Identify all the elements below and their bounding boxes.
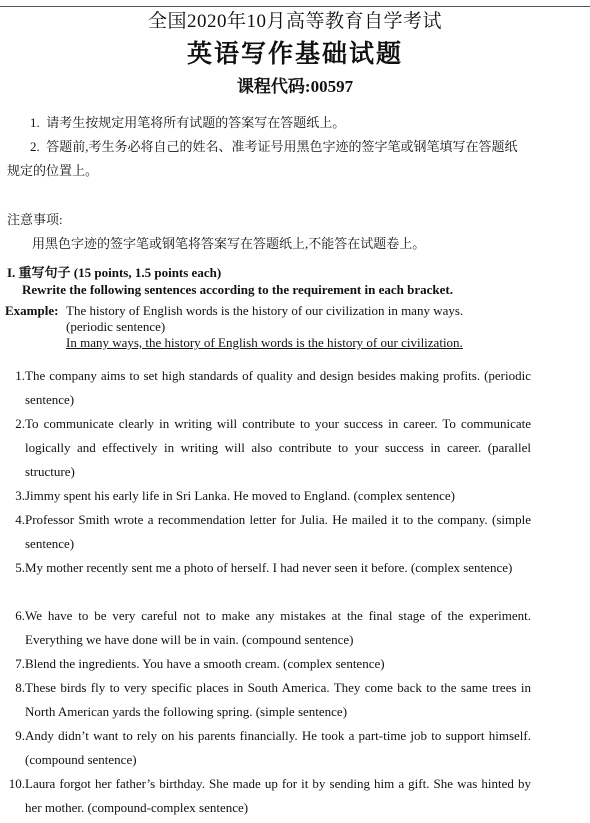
instruction-2: 2. 答题前,考生务必将自己的姓名、准考证号用黑色字迹的签字笔或钢笔填写在答题纸	[30, 139, 518, 154]
question-number: 7.	[15, 656, 25, 671]
question-number: 2.	[15, 416, 25, 431]
question-text: These birds fly to very specific places in South America. They come back to the same trees in North American yards the following spring. (simple sentence)	[25, 680, 531, 719]
question-text: To communicate clearly in writing will contribute to your success in career. To communicate logically and effectively in writing will also contribute to your success in career. (parallel structure)	[25, 416, 531, 479]
question-number: 3.	[15, 488, 25, 503]
question-1	[7, 364, 531, 412]
question-number: 6.	[15, 608, 25, 623]
question-text: Blend the ingredients. You have a smooth cream. (complex sentence)	[25, 656, 385, 671]
question-text: The company aims to set high standards of quality and design besides making profits. (periodic sentence)	[25, 368, 531, 407]
question-number: 10.	[8, 776, 25, 791]
instruction-1: 1. 请考生按规定用笔将所有试题的答案写在答题纸上。	[30, 115, 346, 130]
example-answer: In many ways, the history of English words is the history of our civilization.	[66, 335, 463, 350]
notes-text: 用黑色字迹的签字笔或钢笔将答案写在答题纸上,不能答在试题卷上。	[32, 236, 426, 251]
question-7	[7, 652, 531, 676]
exam-header: 全国2020年10月高等教育自学考试	[147, 11, 442, 32]
question-text: My mother recently sent me a photo of herself. I had never seen it before. (complex sentence)	[25, 560, 513, 575]
question-text: Professor Smith wrote a recommendation letter for Julia. He mailed it to the company. (simple sentence)	[25, 512, 531, 551]
question-number: 9.	[15, 728, 25, 743]
instruction-2-continued: 规定的位置上。	[7, 163, 99, 178]
question-text: Jimmy spent his early life in Sri Lanka. He moved to England. (complex sentence)	[25, 488, 455, 503]
question-3	[7, 484, 531, 508]
section-heading: I. 重写句子 (15 points, 1.5 points each)	[7, 265, 222, 280]
question-6	[7, 604, 531, 652]
notes-title: 注意事项:	[7, 212, 63, 227]
exam-title: 英语写作基础试题	[186, 41, 403, 68]
question-5	[7, 556, 531, 580]
question-number: 1.	[15, 368, 25, 383]
example-label: Example:	[5, 303, 59, 318]
question-text: We have to be very careful not to make any mistakes at the final stage of the experiment. Everything we have done will be in vain. (compound sentence)	[25, 608, 531, 647]
question-text: Andy didn’t want to rely on his parents financially. He took a part-time job to support himself. (compound sentence)	[25, 728, 531, 767]
question-9	[7, 724, 531, 772]
question-2	[7, 412, 531, 484]
question-number: 4.	[15, 512, 25, 527]
section-instruction: Rewrite the following sentences according to the requirement in each bracket.	[22, 282, 453, 297]
question-8	[7, 676, 531, 724]
question-text: Laura forgot her father’s birthday. She made up for it by sending him a gift. She was hinted by her mother. (compound-complex sentence)	[25, 776, 531, 815]
question-4	[7, 508, 531, 556]
course-code: 课程代码:00597	[236, 77, 354, 96]
example-line-2: (periodic sentence)	[66, 319, 166, 334]
example-line-1: The history of English words is the history of our civilization in many ways.	[66, 303, 464, 318]
question-number: 8.	[15, 680, 25, 695]
question-number: 5.	[15, 560, 25, 575]
question-10	[7, 772, 531, 820]
